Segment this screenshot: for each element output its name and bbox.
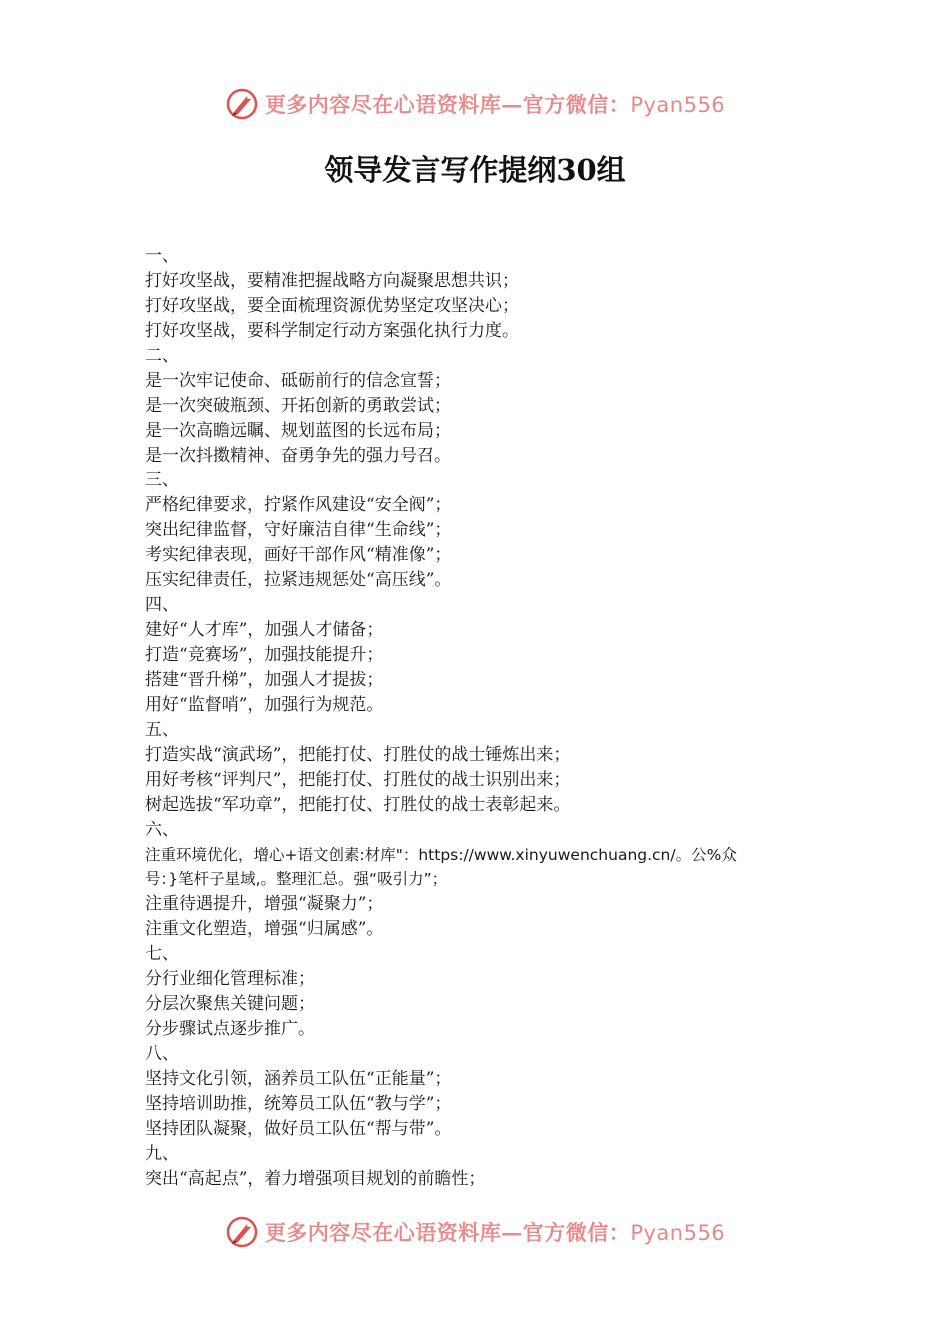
section-heading: 一、 — [145, 246, 179, 266]
outline-line: 坚持培训助推，统筹员工队伍“教与学”； — [145, 1093, 452, 1114]
outline-line: 坚持团队凝聚，做好员工队伍“帮与带”。 — [145, 1118, 452, 1139]
section-heading: 八、 — [145, 1044, 179, 1064]
document-body — [145, 244, 825, 1192]
outline-line: 坚持文化引领，涵养员工队伍“正能量”； — [145, 1068, 452, 1089]
section-heading: 六、 — [145, 819, 179, 840]
outline-line: 打造实战“演武场”，把能打仗、打胜仗的战士锤炼出来； — [145, 744, 571, 765]
banner-text — [265, 1217, 725, 1247]
pen-logo-icon — [225, 87, 259, 121]
outline-line: 分层次聚焦关键问题； — [145, 994, 315, 1015]
outline-line: 注重文化塑造，增强“归属感”。 — [145, 919, 384, 940]
section-heading: 五、 — [145, 719, 179, 740]
document-title: 领导发言写作提纲30组 — [324, 153, 626, 187]
outline-line: 分步骤试点逐步推广。 — [145, 1019, 315, 1040]
banner-wechat-id: Pyan556 — [630, 1221, 726, 1245]
outline-line: 突出纪律监督，守好廉洁自律“生命线”； — [145, 520, 452, 541]
banner-wechat-id: Pyan556 — [630, 93, 726, 117]
outline-line: 树起选拔“军功章”，把能打仗、打胜仗的战士表彰起来。 — [145, 794, 571, 815]
outline-line: 考实纪律表现，画好干部作风“精准像”； — [145, 545, 452, 566]
outline-line: 注重待遇提升，增强“凝聚力”； — [145, 894, 384, 915]
outline-line: 打造“竞赛场”，加强技能提升； — [145, 645, 384, 665]
pen-logo-icon — [225, 1215, 259, 1249]
outline-line: 号：}笔杆子星域,。整理汇总。强“吸引力”； — [145, 870, 448, 889]
section-heading: 四、 — [145, 595, 179, 616]
outline-line: 注重环境优化，增心+语文创素:材库"：https://www.xinyuwenchuang.cn/。公%众 — [145, 845, 737, 864]
outline-line: 是一次突破瓶颈、开拓创新的勇敢尝试； — [145, 395, 451, 416]
section-heading: 九、 — [145, 1143, 179, 1164]
section-heading: 二、 — [145, 345, 179, 366]
outline-line: 用好考核“评判尺”，把能打仗、打胜仗的战士识别出来； — [145, 769, 571, 790]
outline-line: 严格纪律要求，拧紧作风建设“安全阀”； — [145, 495, 452, 516]
outline-line: 是一次高瞻远瞩、规划蓝图的长远布局； — [145, 420, 451, 441]
outline-line: 用好“监督哨”，加强行为规范。 — [145, 694, 384, 715]
outline-line: 搭建“晋升梯”，加强人才提拔； — [145, 669, 384, 690]
banner-cn-text: 更多内容尽在心语资料库—官方微信： — [264, 1220, 631, 1245]
section-heading: 七、 — [145, 944, 179, 965]
outline-line: 分行业细化管理标准； — [145, 969, 315, 990]
outline-line: 是一次牢记使命、砥砺前行的信念宣誓； — [145, 370, 451, 391]
section-heading: 三、 — [145, 470, 179, 491]
banner-cn-text: 更多内容尽在心语资料库—官方微信： — [264, 92, 631, 117]
outline-line: 是一次抖擞精神、奋勇争先的强力号召。 — [145, 445, 451, 466]
outline-line: 打好攻坚战，要全面梳理资源优势坚定攻坚决心； — [145, 295, 519, 316]
header-watermark-banner — [0, 84, 950, 124]
outline-line: 突出“高起点”，着力增强项目规划的前瞻性； — [145, 1168, 486, 1189]
outline-line: 压实纪律责任，拉紧违规惩处“高压线”。 — [145, 570, 452, 591]
outline-line: 打好攻坚战，要精准把握战略方向凝聚思想共识； — [145, 270, 519, 291]
outline-line: 建好“人才库”，加强人才储备； — [145, 620, 384, 641]
banner-text — [265, 89, 725, 119]
footer-watermark-banner — [0, 1212, 950, 1252]
outline-line: 打好攻坚战，要科学制定行动方案强化执行力度。 — [145, 320, 519, 341]
